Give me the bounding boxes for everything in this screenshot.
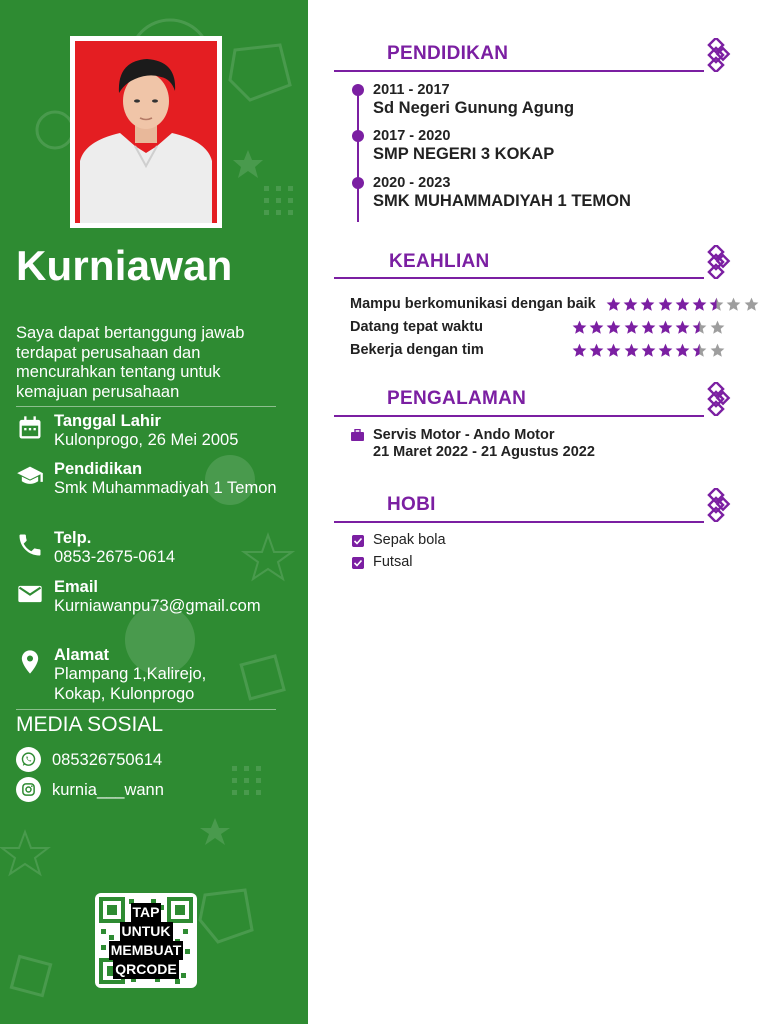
info-education-value: Smk Muhammadiyah 1 Temon xyxy=(54,479,277,497)
checkbox-checked-icon xyxy=(352,535,364,547)
ornament-icon xyxy=(700,382,734,416)
star-icon xyxy=(624,320,639,335)
star-icon xyxy=(692,320,707,335)
section-title-skills: KEAHLIAN xyxy=(389,251,490,272)
skill-label: Bekerja dengan tim xyxy=(350,342,484,358)
experience-title: Servis Motor - Ando Motor xyxy=(373,427,555,443)
section-title-hobbies: HOBI xyxy=(387,494,436,515)
section-underline xyxy=(334,521,704,523)
star-icon xyxy=(709,297,724,312)
education-years: 2017 - 2020 xyxy=(373,128,451,144)
star-icon xyxy=(675,297,690,312)
info-email xyxy=(16,578,296,640)
instagram-handle: kurnia___wann xyxy=(52,781,164,799)
star-icon xyxy=(589,343,604,358)
star-icon xyxy=(675,343,690,358)
skill-label: Mampu berkomunikasi dengan baik xyxy=(350,296,596,312)
experience-period: 21 Maret 2022 - 21 Agustus 2022 xyxy=(373,444,595,460)
hobby-item: Sepak bola xyxy=(373,532,446,548)
star-icon xyxy=(658,320,673,335)
star-icon xyxy=(710,320,725,335)
star-icon xyxy=(623,297,638,312)
star-icon xyxy=(572,343,587,358)
education-years: 2020 - 2023 xyxy=(373,175,451,191)
social-instagram[interactable] xyxy=(16,777,276,803)
graduation-cap-icon xyxy=(16,462,44,490)
ornament-icon xyxy=(700,38,734,72)
location-pin-icon xyxy=(16,648,44,676)
star-icon xyxy=(710,343,725,358)
info-email-title: Email xyxy=(54,578,99,596)
education-school: SMP NEGERI 3 KOKAP xyxy=(373,145,555,163)
ornament-icon xyxy=(700,245,734,279)
profile-photo-frame xyxy=(70,36,222,228)
divider xyxy=(16,406,276,407)
divider xyxy=(16,709,276,710)
education-years: 2011 - 2017 xyxy=(373,82,450,98)
skill-rating-stars xyxy=(606,297,766,313)
info-birthdate-title: Tanggal Lahir xyxy=(54,412,161,430)
info-education xyxy=(16,460,296,522)
star-icon xyxy=(641,320,656,335)
info-phone xyxy=(16,529,296,573)
star-icon xyxy=(572,320,587,335)
instagram-icon xyxy=(16,777,41,802)
star-icon xyxy=(589,320,604,335)
social-whatsapp[interactable] xyxy=(16,747,276,773)
info-birthdate-value: Kulonprogo, 26 Mei 2005 xyxy=(54,431,239,449)
profile-summary: Saya dapat bertanggung jawab terdapat perusahaan dan mencurahkan tentang untuk kemajuan perusahaan xyxy=(16,324,245,401)
timeline-dot xyxy=(352,84,364,96)
info-phone-title: Telp. xyxy=(54,529,92,547)
education-school: SMK MUHAMMADIYAH 1 TEMON xyxy=(373,192,631,210)
education-school: Sd Negeri Gunung Agung xyxy=(373,99,575,117)
media-social-title: MEDIA SOSIAL xyxy=(16,713,164,736)
profile-photo xyxy=(75,41,217,223)
star-icon xyxy=(726,297,741,312)
checkbox-checked-icon xyxy=(352,557,364,569)
info-address xyxy=(16,646,296,708)
section-title-education: PENDIDIKAN xyxy=(387,43,509,64)
star-icon xyxy=(744,297,759,312)
section-underline xyxy=(334,70,704,72)
info-phone-value: 0853-2675-0614 xyxy=(54,548,176,566)
info-education-title: Pendidikan xyxy=(54,460,143,478)
hobby-item: Futsal xyxy=(373,554,413,570)
qrcode-button[interactable] xyxy=(95,893,197,988)
section-title-experience: PENGALAMAN xyxy=(387,388,527,409)
star-icon xyxy=(606,297,621,312)
whatsapp-number: 085326750614 xyxy=(52,751,163,769)
skill-rating-stars xyxy=(572,320,732,336)
star-icon xyxy=(675,320,690,335)
education-timeline xyxy=(357,88,359,222)
section-underline xyxy=(334,415,704,417)
ornament-icon xyxy=(700,488,734,522)
info-address-value: Plampang 1,Kalirejo, Kokap, Kulonprogo xyxy=(54,665,207,703)
star-icon xyxy=(692,343,707,358)
info-birthdate xyxy=(16,412,296,456)
qrcode-label: TAP UNTUK MEMBUAT QRCODE xyxy=(110,904,182,977)
star-icon xyxy=(658,343,673,358)
star-icon xyxy=(624,343,639,358)
star-icon xyxy=(606,343,621,358)
skill-label: Datang tepat waktu xyxy=(350,319,483,335)
phone-icon xyxy=(16,531,44,559)
sidebar xyxy=(0,0,308,1024)
person-silhouette-icon xyxy=(75,41,217,223)
profile-name: Kurniawan xyxy=(16,242,233,289)
star-icon xyxy=(692,297,707,312)
timeline-dot xyxy=(352,130,364,142)
star-icon xyxy=(658,297,673,312)
timeline-dot xyxy=(352,177,364,189)
section-underline xyxy=(334,277,704,279)
whatsapp-icon xyxy=(16,747,41,772)
info-email-value: Kurniawanpu73@gmail.com xyxy=(54,597,261,615)
skill-rating-stars xyxy=(572,343,732,359)
star-icon xyxy=(606,320,621,335)
briefcase-icon xyxy=(351,429,364,441)
info-address-title: Alamat xyxy=(54,646,110,664)
star-icon xyxy=(641,343,656,358)
calendar-icon xyxy=(16,414,44,442)
star-icon xyxy=(640,297,655,312)
email-icon xyxy=(16,580,44,608)
